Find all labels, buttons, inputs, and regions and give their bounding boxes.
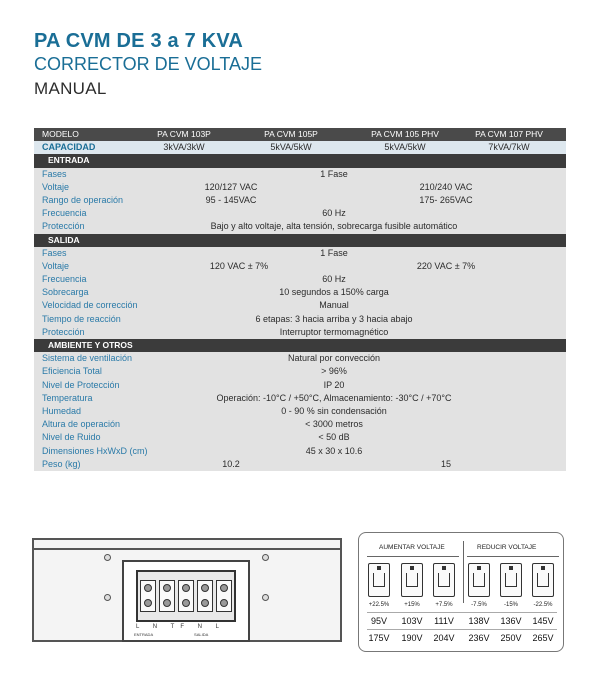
row-label: Frecuencia — [42, 208, 87, 219]
table-row — [34, 207, 566, 220]
row-label: Sobrecarga — [42, 287, 89, 298]
table-row — [34, 247, 566, 260]
row-value: 1 Fase — [320, 168, 348, 179]
model-1: PA CVM 103P — [157, 129, 211, 139]
foot-entrada: ENTRADA — [134, 632, 153, 637]
table-row — [34, 326, 566, 339]
section-title: SALIDA — [48, 234, 80, 245]
row-value: 10 segundos a 150% carga — [279, 287, 389, 298]
table-row — [34, 273, 566, 286]
terminal-cell — [159, 580, 175, 612]
row-label: Tiempo de reacción — [42, 313, 121, 324]
row-label: Altura de operación — [42, 419, 121, 430]
table-row — [34, 392, 566, 405]
tap-voltage: 204V — [433, 633, 455, 643]
model-4: PA CVM 107 PHV — [475, 129, 543, 139]
terminal-labels: L N TF N L — [136, 624, 226, 630]
capacity-1: 3kVA/3kW — [163, 142, 205, 153]
row-label: Peso (kg) — [42, 458, 81, 469]
tap-voltage: 111V — [434, 616, 454, 626]
header — [34, 30, 262, 100]
tap-voltage: 190V — [401, 633, 423, 643]
table-row — [34, 260, 566, 273]
table-row — [34, 313, 566, 326]
row-value: Interruptor termomagnético — [279, 326, 389, 337]
terminal-screw-icon — [182, 599, 190, 607]
row-label: Voltaje — [42, 181, 70, 192]
device-top-rail — [32, 538, 342, 550]
row-label: Nivel de Protección — [42, 379, 120, 390]
row-value: Manual — [319, 300, 349, 311]
tap-voltage: 95V — [370, 616, 388, 626]
terminal-cell — [197, 580, 213, 612]
divider — [467, 556, 559, 557]
row-label: Eficiencia Total — [42, 366, 102, 377]
tap-percent: -22.5% — [533, 602, 553, 608]
increase-label: AUMENTAR VOLTAJE — [379, 544, 445, 551]
terminal-cell — [178, 580, 194, 612]
relay-icon — [368, 563, 390, 597]
row-value: 220 VAC ± 7% — [416, 260, 476, 271]
divider — [367, 612, 557, 613]
row-label: Humedad — [42, 405, 82, 416]
capacity-3: 5kVA/5kW — [384, 142, 426, 153]
tap-voltage: 138V — [468, 616, 490, 626]
section-title: ENTRADA — [48, 155, 90, 166]
row-value: 0 - 90 % sin condensación — [281, 405, 387, 416]
row-label: Temperatura — [42, 392, 93, 403]
terminal-screw-icon — [163, 584, 171, 592]
tap-voltage: 265V — [532, 633, 554, 643]
row-value: 10.2 — [222, 458, 240, 469]
relay-icon — [500, 563, 522, 597]
terminal-screw-icon — [144, 584, 152, 592]
tap-percent: +7.5% — [435, 602, 453, 608]
device-illustration — [32, 538, 342, 642]
table-row-capacity — [34, 141, 566, 154]
terminal-screw-icon — [220, 584, 228, 592]
relay-icon — [532, 563, 554, 597]
row-label: Fases — [42, 168, 67, 179]
screw-icon — [104, 594, 111, 601]
table-row — [34, 299, 566, 312]
section-title: AMBIENTE Y OTROS — [48, 340, 133, 350]
row-label: Nivel de Ruido — [42, 432, 101, 443]
relay-icon — [401, 563, 423, 597]
row-value: 15 — [440, 458, 452, 469]
capacity-4: 7kVA/7kW — [488, 142, 530, 153]
page-subtitle: CORRECTOR DE VOLTAJE — [34, 54, 263, 74]
row-value: 120/127 VAC — [204, 181, 258, 192]
spec-table — [34, 128, 566, 471]
row-label: Rango de operación — [42, 194, 124, 205]
table-row — [34, 458, 566, 471]
relay-icon — [433, 563, 455, 597]
table-row — [34, 445, 566, 458]
section-ambiente — [34, 339, 566, 352]
table-row — [34, 286, 566, 299]
product-type: MANUAL — [34, 79, 107, 98]
row-value: Bajo y alto voltaje, alta tensión, sobrecarga fusible automático — [210, 221, 458, 232]
row-value: > 96% — [321, 366, 347, 377]
row-value: 120 VAC ± 7% — [209, 260, 269, 271]
reduce-label: REDUCIR VOLTAJE — [477, 544, 537, 551]
capacity-2: 5kVA/5kW — [270, 142, 312, 153]
table-row — [34, 352, 566, 365]
screw-icon — [104, 554, 111, 561]
capacity-label: CAPACIDAD — [42, 142, 96, 153]
tap-percent: -15% — [503, 602, 519, 608]
terminal-block — [136, 570, 236, 622]
row-label: Frecuencia — [42, 274, 87, 285]
tap-voltage: 236V — [468, 633, 490, 643]
tap-voltage: 250V — [500, 633, 522, 643]
section-entrada — [34, 154, 566, 167]
table-row — [34, 418, 566, 431]
row-label: Sistema de ventilación — [42, 353, 133, 364]
voltage-tap-diagram — [358, 532, 564, 652]
relay-icon — [468, 563, 490, 597]
row-value: < 50 dB — [318, 432, 350, 443]
tap-voltage: 103V — [401, 616, 423, 626]
row-value: 45 x 30 x 10.6 — [305, 445, 363, 456]
terminal-screw-icon — [144, 599, 152, 607]
row-value: < 3000 metros — [305, 419, 363, 430]
row-value: 175- 265VAC — [419, 194, 473, 205]
divider — [367, 556, 459, 557]
table-row — [34, 405, 566, 418]
row-label: Protección — [42, 221, 85, 232]
row-value: IP 20 — [323, 379, 345, 390]
table-row — [34, 379, 566, 392]
terminal-screw-icon — [163, 599, 171, 607]
tap-percent: +15% — [404, 602, 420, 608]
terminal-cell — [216, 580, 232, 612]
terminal-screw-icon — [220, 599, 228, 607]
table-row-model — [34, 128, 566, 141]
divider — [367, 629, 557, 630]
screw-icon — [262, 594, 269, 601]
foot-labels — [134, 632, 208, 637]
screw-icon — [262, 554, 269, 561]
row-label: Voltaje — [42, 260, 70, 271]
row-label: Fases — [42, 247, 67, 258]
tap-voltage: 145V — [532, 616, 554, 626]
page-title: PA CVM DE 3 a 7 KVA — [34, 30, 244, 52]
terminal-screw-icon — [182, 584, 190, 592]
model-3: PA CVM 105 PHV — [371, 129, 439, 139]
terminal-panel — [122, 560, 250, 642]
table-row — [34, 365, 566, 378]
terminal-screw-icon — [201, 584, 209, 592]
row-value: Operación: -10°C / +50°C, Almacenamiento: -30°C / +70°C — [216, 392, 452, 403]
table-row — [34, 181, 566, 194]
divider — [463, 541, 464, 603]
table-row — [34, 168, 566, 181]
tap-percent: -7.5% — [471, 602, 487, 608]
terminal-cell — [140, 580, 156, 612]
section-salida — [34, 234, 566, 247]
terminal-screw-icon — [201, 599, 209, 607]
table-row — [34, 194, 566, 207]
tap-percent: +22.5% — [368, 602, 390, 608]
foot-salida: SALIDA — [194, 632, 209, 637]
row-value: 1 Fase — [320, 247, 348, 258]
row-label: Protección — [42, 326, 85, 337]
row-value: 60 Hz — [322, 274, 346, 285]
row-value: Natural por convección — [287, 353, 381, 364]
tap-voltage: 175V — [368, 633, 390, 643]
table-row — [34, 431, 566, 444]
row-label: Velocidad de corrección — [42, 300, 138, 311]
table-row — [34, 220, 566, 233]
model-label: MODELO — [42, 129, 79, 139]
row-value: 95 - 145VAC — [205, 194, 257, 205]
row-value: 60 Hz — [322, 208, 346, 219]
row-label: Dimensiones HxWxD (cm) — [42, 445, 148, 456]
model-2: PA CVM 105P — [264, 129, 318, 139]
row-value: 6 etapas: 3 hacia arriba y 3 hacia abajo — [255, 313, 413, 324]
tap-voltage: 136V — [500, 616, 522, 626]
row-value: 210/240 VAC — [419, 181, 473, 192]
